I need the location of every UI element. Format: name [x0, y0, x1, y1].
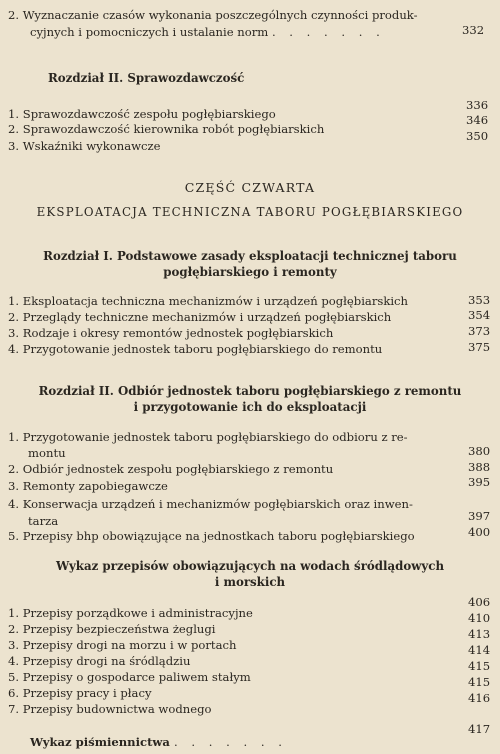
page-number: 414: [468, 643, 491, 657]
leader-dots: . . . . . . .: [173, 735, 287, 749]
page-number: 375: [468, 340, 491, 354]
page-number: 346: [466, 113, 489, 127]
toc-entry: 5. Przepisy o gospodarce paliwem stałym: [8, 670, 251, 684]
toc-entry: 4. Przepisy drogi na śródlądziu: [8, 654, 191, 668]
chapter-heading-line1: Rozdział II. Odbiór jednostek taboru pogłębiarskiego z remontu: [38, 384, 462, 398]
page-number: 388: [468, 460, 491, 474]
leader-dots: . . . . . . .: [271, 25, 385, 39]
section-heading-line1: Wykaz przepisów obowiązujących na wodach śródlądowych: [55, 559, 445, 573]
toc-entry: 4. Przygotowanie jednostek taboru pogłębiarskiego do remontu: [8, 342, 383, 356]
page-number: 400: [468, 525, 491, 539]
page-number: 353: [468, 293, 491, 307]
page-number: 350: [466, 129, 489, 143]
page-number: 410: [468, 611, 491, 625]
toc-entry: 1. Eksploatacja techniczna mechanizmów i urządzeń pogłębiarskich: [8, 294, 409, 308]
part-title: CZĘŚĆ CZWARTA: [184, 180, 316, 195]
page-number: 354: [468, 308, 491, 322]
toc-entry: 2. Przepisy bezpieczeństwa żeglugi: [8, 622, 216, 636]
part-subtitle: EKSPLOATACJA TECHNICZNA TABORU POGŁĘBIARSKIEGO: [36, 205, 464, 219]
toc-entry: 7. Przepisy budownictwa wodnego: [8, 702, 212, 716]
page-number: 373: [468, 324, 491, 338]
chapter-heading-line2: i przygotowanie ich do eksploatacji: [133, 400, 367, 414]
toc-entry: 1. Sprawozdawczość zespołu pogłębiarskiego: [8, 107, 276, 121]
page-number: 415: [468, 675, 491, 689]
page-number: 415: [468, 659, 491, 673]
toc-entry: 2. Sprawozdawczość kierownika robót pogłębiarskich: [8, 122, 325, 136]
toc-entry: 5. Przepisy bhp obowiązujące na jednostkach taboru pogłębiarskiego: [8, 529, 415, 543]
section-heading: Rozdział II. Sprawozdawczość: [48, 71, 245, 85]
page-number: 416: [468, 691, 491, 705]
toc-entry: 3. Rodzaje i okresy remontów jednostek pogłębiarskich: [8, 326, 334, 340]
page-number: 406: [468, 595, 491, 609]
section-heading-line2: i morskich: [214, 575, 286, 589]
chapter-heading-line2: pogłębiarskiego i remonty: [163, 265, 337, 279]
page-number: 380: [468, 444, 491, 458]
toc-entry-line1: 2. Wyznaczanie czasów wykonania poszczególnych czynności produk-: [8, 8, 418, 22]
page-number: 417: [468, 722, 491, 736]
page-number: 395: [468, 475, 491, 489]
toc-entry-continuation: montu: [28, 446, 66, 460]
toc-entry: 4. Konserwacja urządzeń i mechanizmów pogłębiarskich oraz inwen-: [8, 497, 413, 511]
toc-entry-line2: cyjnych i pomocniczych i ustalanie norm . . . . . . .: [30, 25, 385, 39]
toc-entry: 1. Przepisy porządkowe i administracyjne: [8, 606, 253, 620]
toc-entry: 3. Remonty zapobiegawcze: [8, 479, 168, 493]
toc-entry: 6. Przepisy pracy i płacy: [8, 686, 152, 700]
toc-entry-continuation: tarza: [28, 514, 59, 528]
page-number: 336: [466, 98, 489, 112]
page-number: 413: [468, 627, 491, 641]
bibliography-entry: Wykaz piśmiennictwa . . . . . . .: [30, 735, 287, 749]
toc-entry: 2. Przeglądy techniczne mechanizmów i urządzeń pogłębiarskich: [8, 310, 392, 324]
toc-entry: 3. Przepisy drogi na morzu i w portach: [8, 638, 237, 652]
toc-entry: 1. Przygotowanie jednostek taboru pogłębiarskiego do odbioru z re-: [8, 430, 408, 444]
toc-entry: 3. Wskaźniki wykonawcze: [8, 139, 161, 153]
page-number: 397: [468, 509, 491, 523]
toc-entry: 2. Odbiór jednostek zespołu pogłębiarskiego z remontu: [8, 462, 334, 476]
chapter-heading-line1: Rozdział I. Podstawowe zasady eksploatacji technicznej taboru: [43, 249, 457, 263]
page-number: 332: [462, 23, 485, 37]
